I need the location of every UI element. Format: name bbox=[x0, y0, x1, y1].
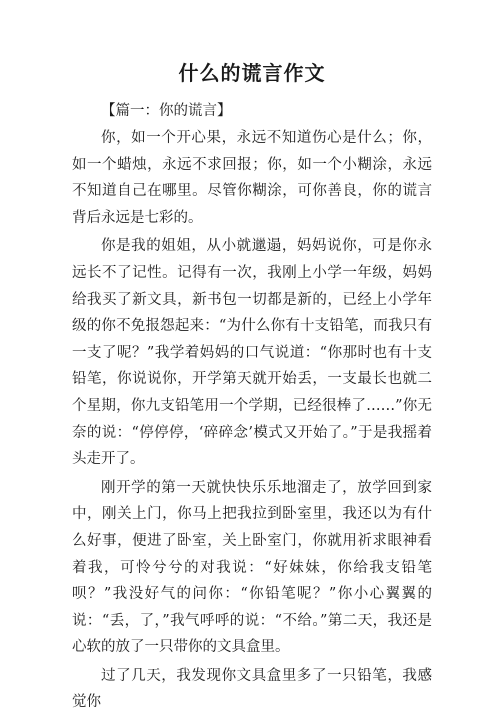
section-heading: 【篇一：你的谎言】 bbox=[101, 103, 232, 119]
page-title: 什么的谎言作文 bbox=[178, 61, 326, 85]
paragraph-2: 你是我的姐姐，从小就邋遢，妈妈说你，可是你永远长不了记性。记得有一次，我刚上小学一年级，妈妈给我买了新文具，新书包一切都是新的，已经上小学年级的你不免报怨起来：“为什么你有十支铅笔，而我只有一支了呢？”我学着妈妈的口气说道：“你那时也有十支铅笔，你说说你，开学第天就开始丢，一支最长也就二个星期，你九支铅笔用一个学期，已经很棒了……”你无奈的说：“停停停，‘碎碎念’模式又开始了。”于是我摇着头走开了。 bbox=[72, 238, 432, 468]
paragraph-4: 过了几天，我发现你文具盒里多了一只铅笔，我感觉你 bbox=[72, 667, 432, 711]
paragraph-3: 刚开学的第一天就快快乐乐地溜走了，放学回到家中，刚关上门，你马上把我拉到卧室里，我还以为有什么好事，便进了卧室，关上卧室门，你就用祈求眼神看着我，可怜兮兮的对我说：“好妹妹，你给我支铅笔呗？”我没好气的问你：“你铅笔呢？”你小心翼翼的说：“丢，了，”我气呼呼的说：“不给。”第二天，我还是心软的放了一只带你的文具盒里。 bbox=[72, 479, 432, 656]
paragraph-1: 你，如一个开心果，永远不知道伤心是什么；你，如一个蜡烛，永远不求回报；你，如一个小糊涂，永远不知道自己在哪里。尽管你糊涂，可你善良，你的谎言背后永远是七彩的。 bbox=[72, 130, 432, 226]
